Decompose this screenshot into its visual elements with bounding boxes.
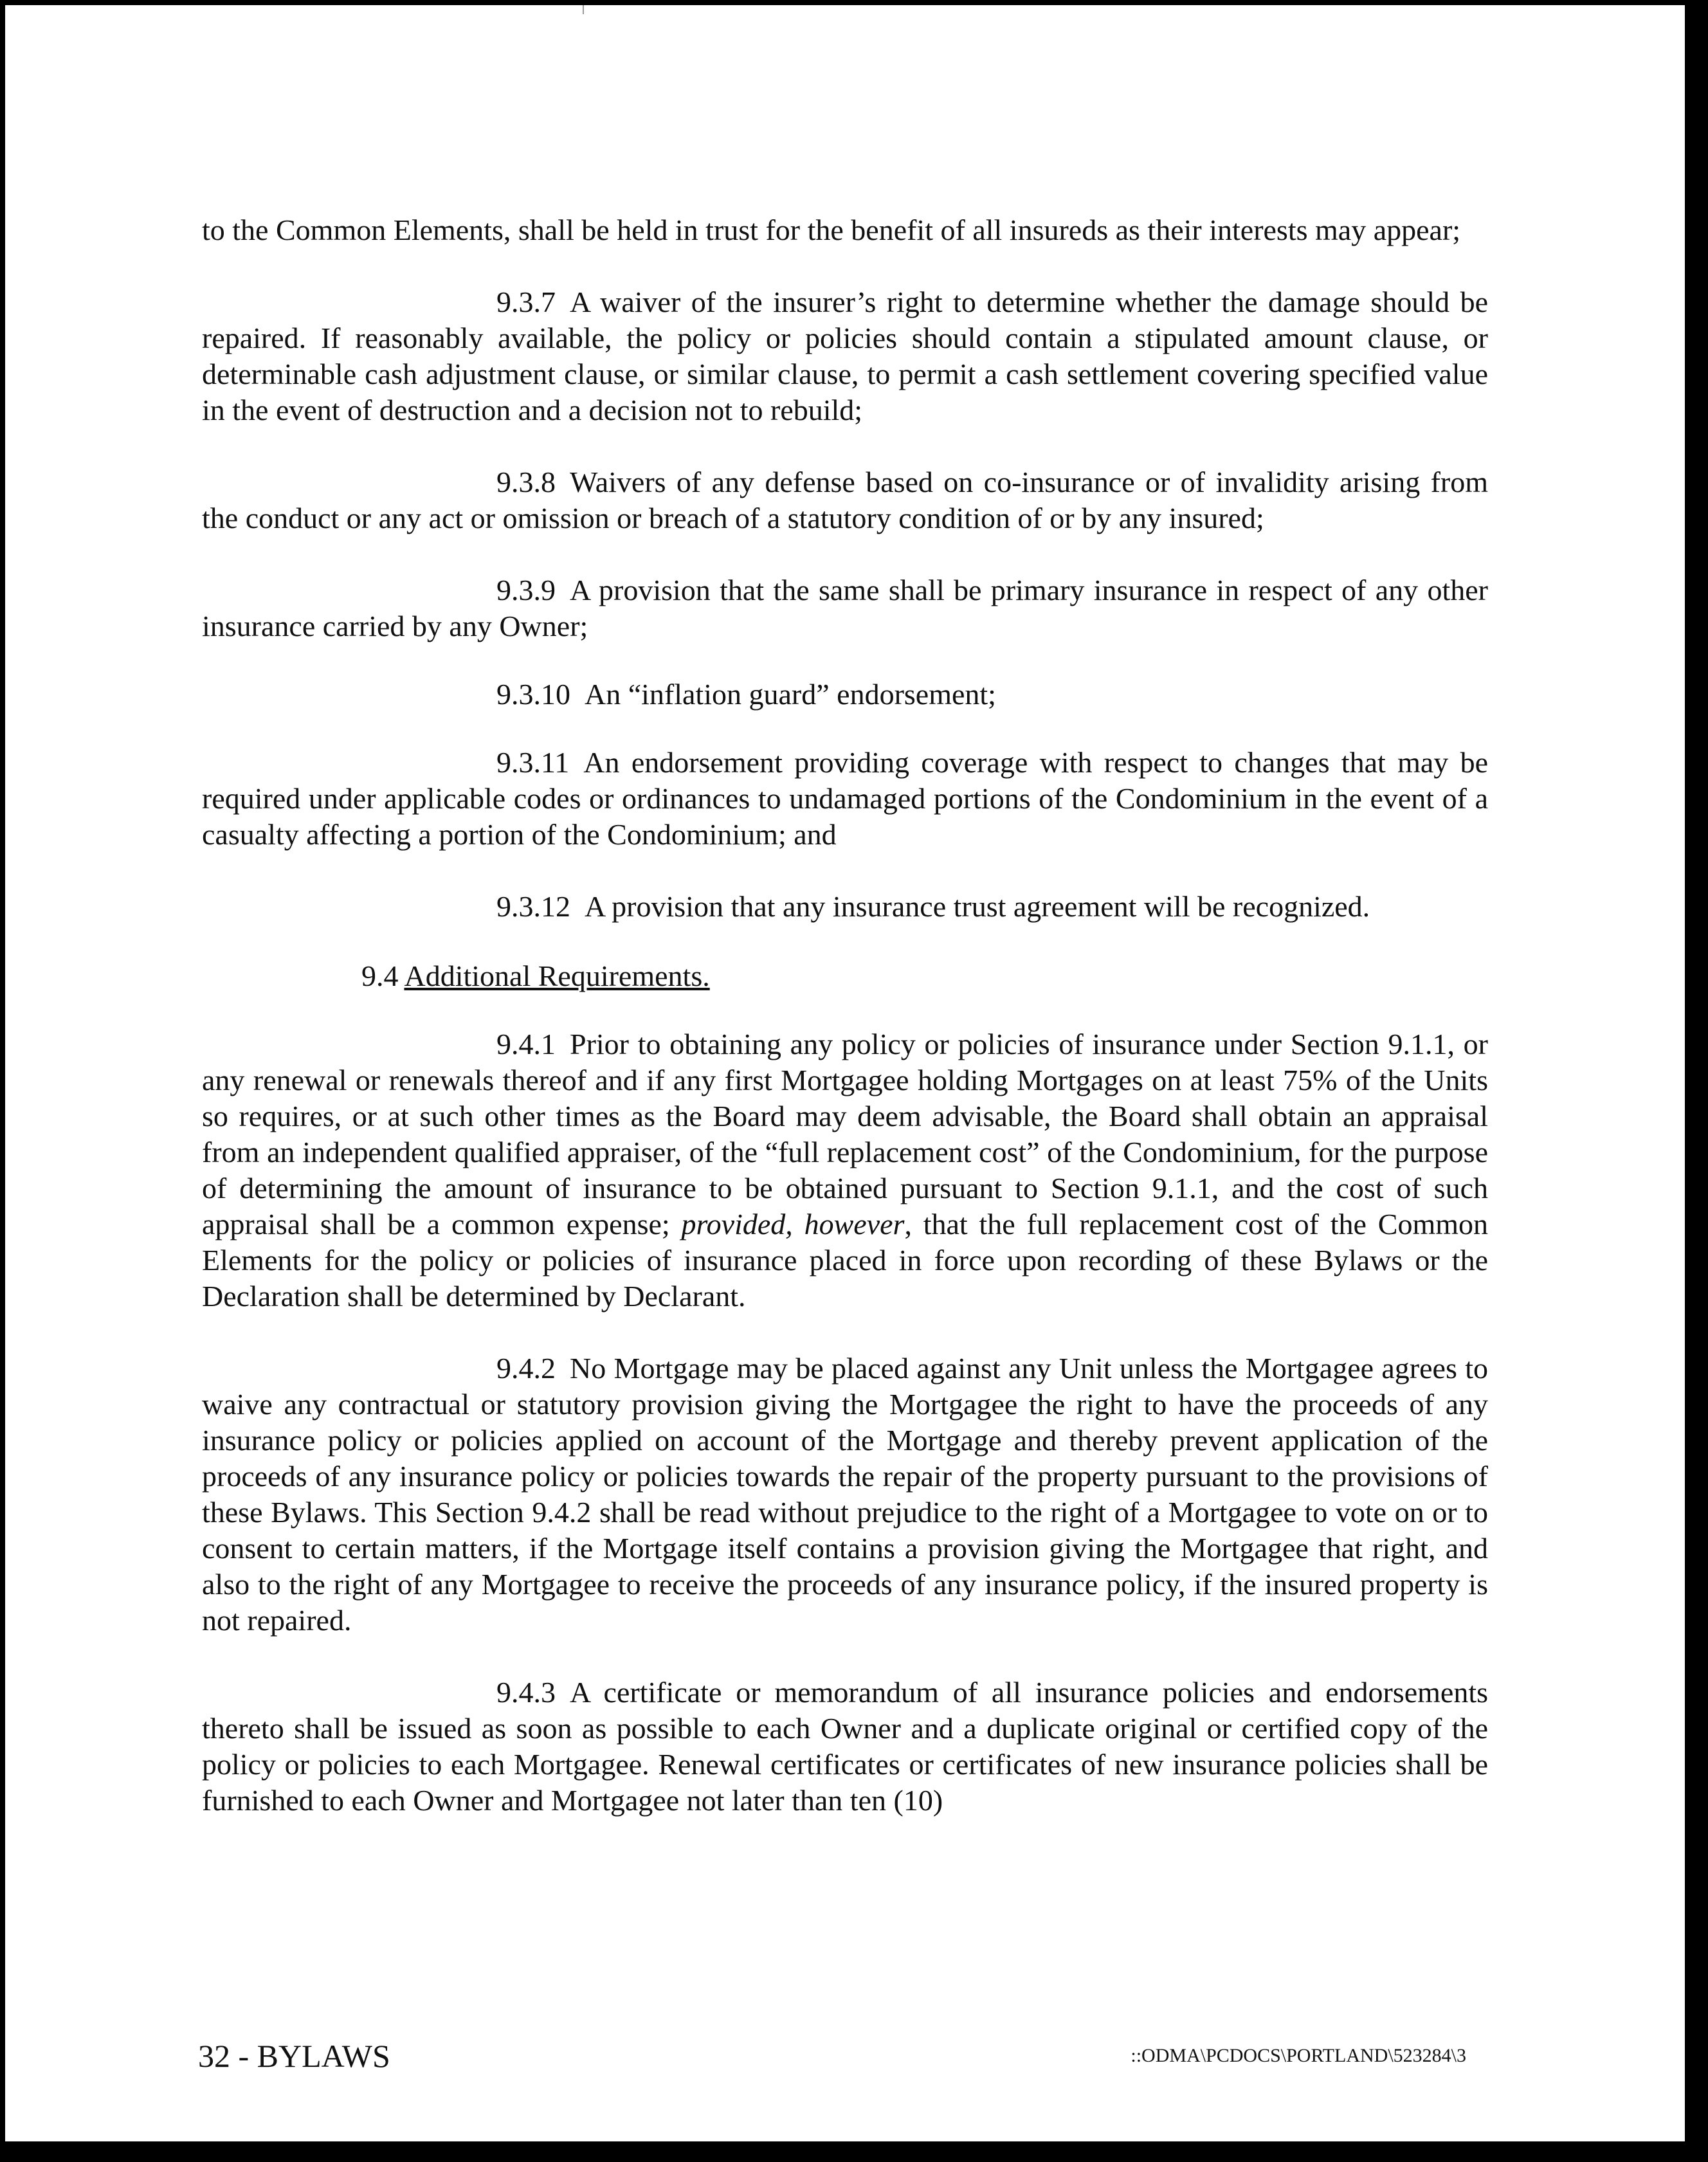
section-number: 9.3.12: [496, 890, 570, 923]
section-text: An endorsement providing coverage with respect to changes that may be required under applicable codes or ordinances to undamaged portions of the Condominium in the event of a casualty affecting a portion of the Condominium; and: [202, 746, 1488, 851]
section-9-4-1: [202, 1026, 1488, 1314]
page-footer-label: 32 - BYLAWS: [198, 2038, 390, 2074]
section-text: A waiver of the insurer’s right to determine whether the damage should be repaired. If reasonably available, the policy or policies should contain a stipulated amount clause, or determinable cash adjustment clause, or similar clause, to permit a cash settlement covering specified value in the event of destruction and a decision not to rebuild;: [202, 286, 1488, 426]
section-9-3-8: [202, 464, 1488, 536]
section-text: Waivers of any defense based on co-insurance or of invalidity arising from the conduct or any act or omission or breach of a statutory condition of or by any insured;: [202, 466, 1488, 534]
document-path: ::ODMA\PCDOCS\PORTLAND\523284\3: [1131, 2045, 1466, 2066]
section-number: 9.3.8: [496, 466, 556, 498]
section-text-continued: , that the full replacement cost of the Common Elements for the policy or policies of insurance placed in force upon recording of these Bylaws or the Declaration shall be determined by Declarant.: [202, 1208, 1489, 1313]
heading-title: Additional Requirements.: [404, 959, 710, 992]
section-text: A provision that any insurance trust agreement will be recognized.: [585, 890, 1370, 923]
section-number: 9.4.2: [496, 1352, 556, 1385]
section-text: A certificate or memorandum of all insurance policies and endorsements thereto shall be issued as soon as possible to each Owner and a duplicate original or certified copy of the policy or policies to each Mortgagee. Renewal certificates or certificates of new insurance policies shall be furnished to each Owner and Mortgagee not later than ten (10): [202, 1676, 1488, 1817]
section-number: 9.3.7: [496, 286, 556, 318]
section-9-3-12: [202, 889, 1488, 925]
section-heading-9-4: [361, 958, 1488, 994]
section-number: 9.4.3: [496, 1676, 556, 1709]
section-9-3-7: [202, 284, 1488, 428]
section-number: 9.3.10: [496, 678, 570, 711]
section-text: An “inflation guard” endorsement;: [585, 678, 996, 711]
section-number: 9.3.11: [496, 746, 570, 779]
section-text: A provision that the same shall be primary insurance in respect of any other insurance carried by any Owner;: [202, 574, 1488, 642]
scan-mark: [583, 5, 584, 14]
section-text: No Mortgage may be placed against any Unit unless the Mortgagee agrees to waive any contractual or statutory provision giving the Mortgagee the right to have the proceeds of any insurance policy or policies applied on account of the Mortgage and thereby prevent application of the proceeds of any insurance policy or policies towards the repair of the property pursuant to the provisions of these Bylaws. This Section 9.4.2 shall be read without prejudice to the right of a Mortgagee to vote on or to consent to certain matters, if the Mortgage itself contains a provision giving the Mortgagee that right, and also to the right of any Mortgagee to receive the proceeds of any insurance policy, if the insured property is not repaired.: [202, 1352, 1488, 1637]
intro-paragraph: to the Common Elements, shall be held in trust for the benefit of all insureds as their interests may appear;: [202, 213, 1461, 246]
section-9-3-9: [202, 572, 1488, 644]
section-number: 9.4.1: [496, 1028, 556, 1060]
document-page: [5, 5, 1685, 2141]
section-9-4-3: [202, 1675, 1488, 1819]
section-number: 9.3.9: [496, 574, 556, 606]
document-body: [202, 212, 1488, 1819]
heading-number: 9.4: [361, 959, 399, 992]
section-text: Prior to obtaining any policy or policies of insurance under Section 9.1.1, or any renewal or renewals thereof and if any first Mortgagee holding Mortgages on at least 75% of the Units so requires, or at such other times as the Board may deem advisable, the Board shall obtain an appraisal from an independent qualified appraiser, of the “full replacement cost” of the Condominium, for the purpose of determining the amount of insurance to be obtained pursuant to Section 9.1.1, and the cost of such appraisal shall be a common expense;: [202, 1028, 1488, 1240]
section-9-3-10: [202, 677, 1488, 713]
section-9-3-11: [202, 745, 1488, 853]
italic-proviso: provided, however: [681, 1208, 905, 1240]
section-9-4-2: [202, 1350, 1488, 1639]
